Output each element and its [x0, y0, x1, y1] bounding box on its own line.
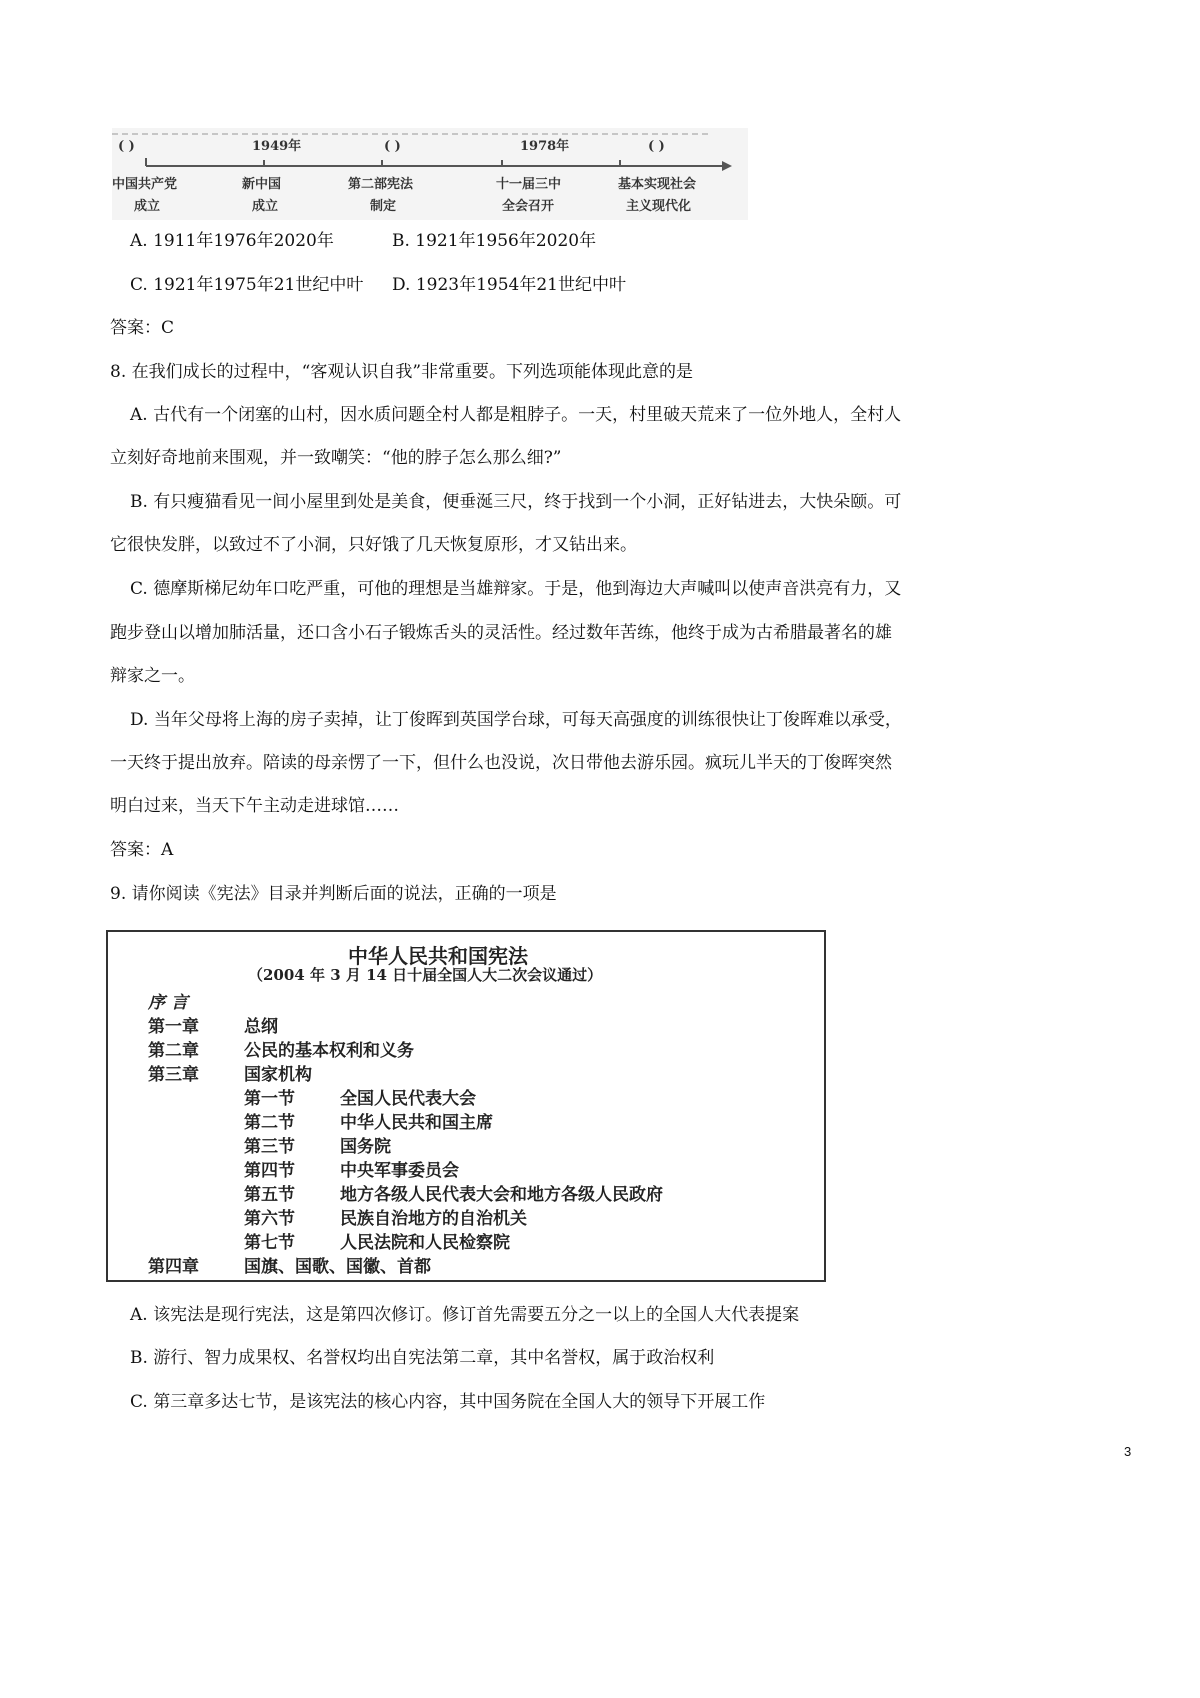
toc-title: 中华人民共和国宪法: [348, 944, 528, 968]
timeline-event-4: 十一届三中: [496, 177, 562, 192]
toc-section-label: 第二节: [244, 1113, 295, 1133]
toc-section-title: 国务院: [340, 1137, 391, 1157]
toc-chapter-title: 国旗、国歌、国徽、首都: [244, 1257, 431, 1277]
q8-line: 立刻好奇地前来围观，并一致嘲笑：“他的脖子怎么那么细?”: [110, 448, 562, 468]
toc-chapter-title: 国家机构: [244, 1065, 312, 1085]
timeline-arrow-icon: [722, 161, 732, 171]
constitution-toc-figure: [106, 930, 826, 1282]
toc-section-label: 第六节: [244, 1209, 295, 1229]
toc-section-label: 第五节: [244, 1185, 295, 1205]
q7-option-b: B. 1921年1956年2020年: [392, 231, 597, 251]
timeline-event-3-b: 制定: [370, 199, 397, 214]
toc-chapter-label: 第三章: [148, 1065, 199, 1085]
timeline-year-2: 1949年: [252, 139, 302, 154]
q7-option-c: C. 1921年1975年21世纪中叶: [130, 275, 364, 295]
toc-section-label: 第四节: [244, 1161, 295, 1181]
toc-section-title: 民族自治地方的自治机关: [340, 1209, 527, 1229]
q9-option-a: A. 该宪法是现行宪法，这是第四次修订。修订首先需要五分之一以上的全国人大代表提案: [130, 1305, 800, 1325]
toc-section-label: 第三节: [244, 1137, 295, 1157]
timeline-year-3: ( ): [384, 139, 401, 154]
toc-subtitle: （2004 年 3 月 14 日十届全国人大二次会议通过）: [248, 966, 603, 984]
q8-line: C. 德摩斯梯尼幼年口吃严重，可他的理想是当雄辩家。于是，他到海边大声喊叫以使声音洪亮有力，又: [130, 579, 902, 599]
q9-option-b: B. 游行、智力成果权、名誉权均出自宪法第二章，其中名誉权，属于政治权利: [130, 1348, 715, 1368]
q7-option-d: D. 1923年1954年21世纪中叶: [392, 275, 626, 295]
q8-line: 明白过来，当天下午主动走进球馆……: [110, 796, 399, 816]
q8-answer: 答案：A: [110, 840, 174, 860]
q8-line: 它很快发胖，以致过不了小洞，只好饿了几天恢复原形，才又钻出来。: [110, 535, 637, 555]
q9-option-c: C. 第三章多达七节，是该宪法的核心内容，其中国务院在全国人大的领导下开展工作: [130, 1392, 766, 1412]
toc-section-title: 人民法院和人民检察院: [340, 1233, 510, 1253]
toc-chapter-title: 公民的基本权利和义务: [244, 1041, 414, 1061]
toc-section-title: 地方各级人民代表大会和地方各级人民政府: [340, 1185, 663, 1205]
q8-line: 一天终于提出放弃。陪读的母亲愣了一下，但什么也没说，次日带他去游乐园。疯玩儿半天的丁俊晖突然: [110, 753, 892, 773]
timeline-event-1: 中国共产党: [112, 177, 178, 192]
timeline-event-4-b: 全会召开: [502, 199, 555, 214]
toc-preface: 序 言: [148, 993, 188, 1013]
timeline-figure: [112, 128, 748, 220]
toc-chapter-title: 总纲: [244, 1017, 278, 1037]
timeline-event-1-b: 成立: [134, 199, 161, 214]
q8-line: A. 古代有一个闭塞的山村，因水质问题全村人都是粗脖子。一天，村里破天荒来了一位外地人，全村人: [130, 405, 902, 425]
q8-line: B. 有只瘦猫看见一间小屋里到处是美食，便垂涎三尺，终于找到一个小洞，正好钻进去，大快朵颐。可: [130, 492, 902, 512]
q9-stem: 9. 请你阅读《宪法》目录并判断后面的说法，正确的一项是: [110, 884, 557, 904]
timeline-event-3: 第二部宪法: [348, 177, 414, 192]
timeline-year-5: ( ): [648, 139, 665, 154]
timeline-year-4: 1978年: [520, 139, 570, 154]
timeline-event-2: 新中国: [242, 177, 282, 192]
q8-line: 辩家之一。: [110, 666, 195, 686]
q7-answer: 答案：C: [110, 318, 175, 338]
q7-option-a: A. 1911年1976年2020年: [130, 231, 334, 251]
page-number: 3: [1124, 1444, 1132, 1459]
timeline-event-5-b: 主义现代化: [626, 199, 692, 214]
q8-stem: 8. 在我们成长的过程中，“客观认识自我”非常重要。下列选项能体现此意的是: [110, 362, 694, 382]
toc-chapter-label: 第四章: [148, 1257, 199, 1277]
toc-section-title: 中华人民共和国主席: [340, 1113, 493, 1133]
toc-chapter-label: 第一章: [148, 1017, 199, 1037]
q8-line: D. 当年父母将上海的房子卖掉，让丁俊晖到英国学台球，可每天高强度的训练很快让丁俊晖难以承受，: [130, 710, 902, 730]
q8-line: 跑步登山以增加肺活量，还口含小石子锻炼舌头的灵活性。经过数年苦练，他终于成为古希腊最著名的雄: [110, 623, 892, 643]
timeline-year-1: ( ): [118, 139, 135, 154]
toc-section-title: 全国人民代表大会: [340, 1089, 476, 1109]
timeline-event-5: 基本实现社会: [618, 177, 697, 192]
toc-section-label: 第一节: [244, 1089, 295, 1109]
timeline-event-2-b: 成立: [252, 199, 279, 214]
toc-chapter-label: 第二章: [148, 1041, 199, 1061]
toc-section-label: 第七节: [244, 1233, 295, 1253]
toc-section-title: 中央军事委员会: [340, 1161, 459, 1181]
